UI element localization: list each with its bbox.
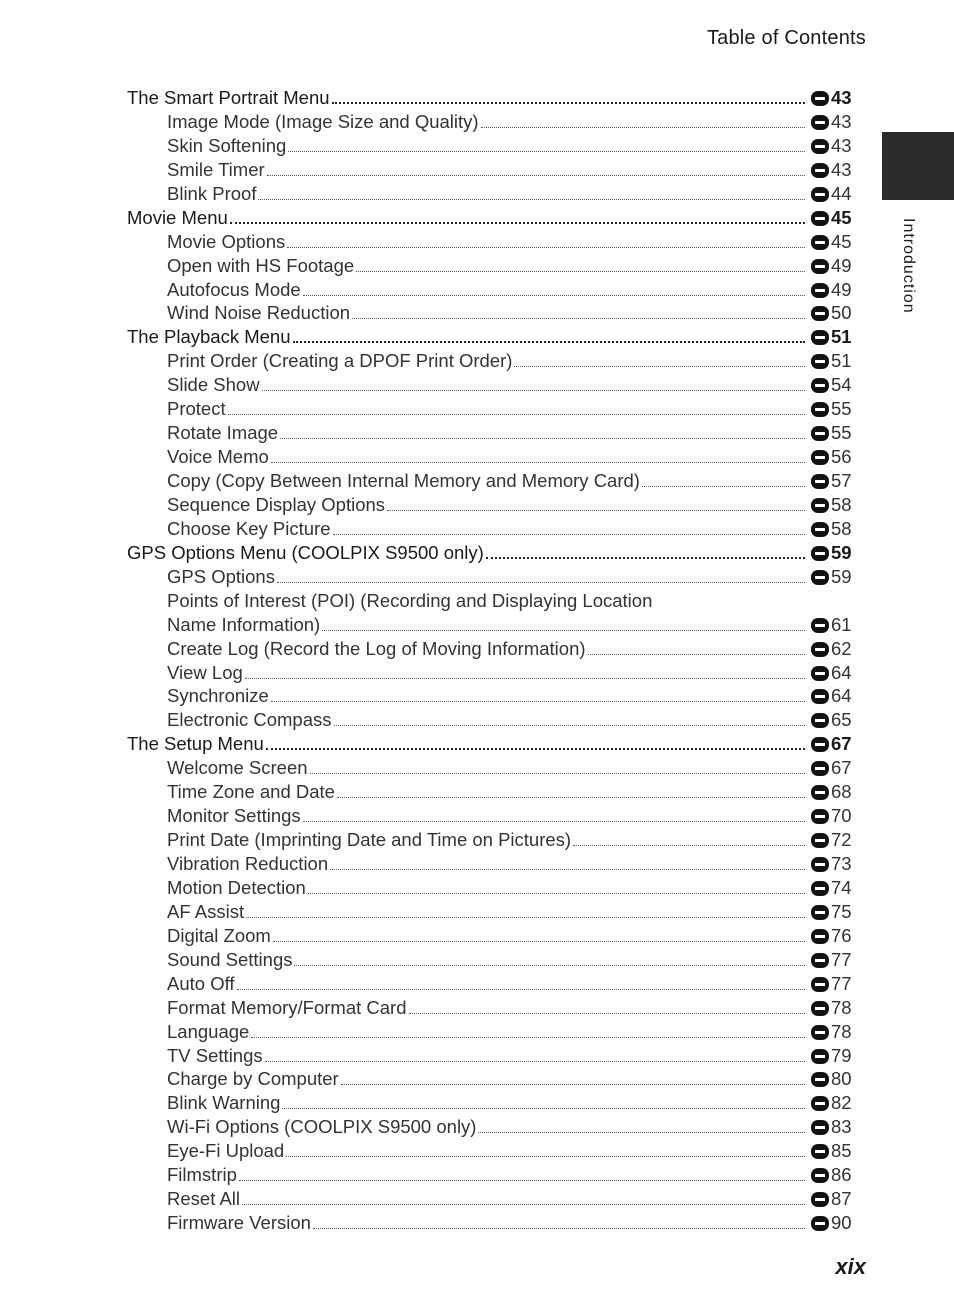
reference-section-icon — [811, 283, 829, 298]
reference-section-icon — [811, 666, 829, 681]
reference-section-icon — [811, 354, 829, 369]
toc-page-ref — [811, 1211, 869, 1234]
toc-entry-title: Points of Interest (POI) (Recording and Displaying Location — [167, 589, 653, 611]
dot-leader — [267, 165, 805, 176]
toc-page-number: 44 — [831, 182, 852, 204]
dot-leader — [356, 261, 805, 272]
reference-section-icon — [811, 1025, 829, 1040]
toc-page-ref — [811, 1139, 869, 1162]
toc-subentry[interactable] — [127, 134, 869, 157]
toc-page-number: 70 — [831, 805, 852, 827]
toc-page-ref — [811, 900, 869, 923]
dot-leader — [352, 308, 805, 319]
toc-page-ref — [811, 613, 869, 636]
toc-entry-title: Charge by Computer — [167, 1068, 339, 1090]
toc-page-number: 58 — [831, 517, 852, 539]
toc-page-ref — [811, 230, 869, 253]
toc-page-number: 79 — [831, 1044, 852, 1066]
toc-page-ref — [811, 254, 869, 277]
toc-page-number: 45 — [831, 230, 852, 252]
toc-subentry[interactable] — [127, 421, 869, 444]
dot-leader — [330, 859, 805, 870]
toc-page-ref — [811, 828, 869, 851]
toc-page-number: 80 — [831, 1068, 852, 1090]
toc-subentry[interactable] — [127, 349, 869, 372]
toc-subentry[interactable] — [127, 1091, 869, 1114]
dot-leader — [265, 1051, 805, 1062]
dot-leader — [288, 141, 805, 152]
reference-section-icon — [811, 1168, 829, 1183]
toc-page-ref — [811, 1187, 869, 1210]
toc-page-number: 55 — [831, 398, 852, 420]
toc-subentry[interactable] — [127, 373, 869, 396]
toc-page-number: 77 — [831, 948, 852, 970]
toc-page-ref — [811, 158, 869, 181]
dot-leader — [486, 547, 805, 559]
toc-subentry[interactable] — [127, 254, 869, 277]
toc-entry-title: Voice Memo — [167, 446, 269, 468]
reference-section-icon — [811, 689, 829, 704]
dot-leader — [271, 452, 805, 463]
reference-section-icon — [811, 115, 829, 130]
toc-page-ref — [811, 684, 869, 707]
toc-page-ref — [811, 1020, 869, 1043]
toc-page-ref — [811, 110, 869, 133]
dot-leader — [333, 524, 805, 535]
toc-subentry[interactable] — [127, 1067, 869, 1090]
toc-page-number: 61 — [831, 613, 852, 635]
toc-entry-title: Digital Zoom — [167, 924, 271, 946]
toc-entry-title: Blink Proof — [167, 182, 257, 204]
toc-entry-title: Auto Off — [167, 972, 235, 994]
toc-page-number: 51 — [831, 326, 852, 348]
toc-page-number: 45 — [831, 206, 852, 228]
reference-section-icon — [811, 474, 829, 489]
toc-subentry[interactable] — [127, 230, 869, 253]
toc-page-ref — [811, 804, 869, 827]
toc-entry-title: Wi-Fi Options (COOLPIX S9500 only) — [167, 1116, 477, 1138]
toc-page-number: 43 — [831, 87, 852, 108]
toc-entry-title: Movie Menu — [127, 206, 228, 228]
dot-leader — [481, 117, 805, 128]
toc-page-ref — [811, 876, 869, 899]
toc-page-ref — [811, 565, 869, 588]
toc-page-ref — [811, 541, 869, 564]
chapter-tab — [882, 132, 954, 200]
toc-page-number: 68 — [831, 781, 852, 803]
toc-page-ref — [811, 637, 869, 660]
toc-entry-title: GPS Options — [167, 565, 275, 587]
toc-page-number: 57 — [831, 470, 852, 491]
toc-entry-title: Movie Options — [167, 230, 286, 252]
toc-subentry[interactable] — [127, 900, 869, 923]
toc-entry-title: Eye-Fi Upload — [167, 1140, 285, 1162]
toc-entry-title: Skin Softening — [167, 134, 287, 156]
toc-page-number: 49 — [831, 278, 852, 300]
toc-page-number: 74 — [831, 876, 852, 898]
toc-page-number: 78 — [831, 1020, 852, 1042]
toc-subentry[interactable] — [127, 1187, 869, 1210]
toc-entry-title: Blink Warning — [167, 1092, 281, 1114]
dot-leader — [246, 907, 805, 918]
toc-entry-title: Electronic Compass — [167, 709, 332, 731]
toc-subentry[interactable] — [127, 708, 869, 731]
toc-section-entry[interactable] — [127, 541, 869, 564]
toc-subentry[interactable] — [127, 828, 869, 851]
toc-page-ref — [811, 1091, 869, 1114]
toc-page-ref — [811, 1044, 869, 1067]
toc-entry-title: Firmware Version — [167, 1212, 311, 1234]
toc-page-ref — [811, 780, 869, 803]
reference-section-icon — [811, 1072, 829, 1087]
dot-leader — [337, 787, 805, 798]
toc-page-ref — [811, 1115, 869, 1138]
reference-section-icon — [811, 785, 829, 800]
toc-entry-title: Open with HS Footage — [167, 254, 355, 276]
dot-leader — [573, 835, 805, 846]
reference-section-icon — [811, 522, 829, 537]
dot-leader — [273, 931, 805, 942]
toc-subentry[interactable] — [127, 517, 869, 540]
toc-page-number: 73 — [831, 853, 852, 874]
dot-leader — [313, 1218, 805, 1229]
toc-page-number: 64 — [831, 661, 852, 683]
dot-leader — [303, 811, 805, 822]
toc-page-number: 56 — [831, 446, 852, 468]
toc-entry-title: Image Mode (Image Size and Quality) — [167, 110, 479, 132]
toc-page-number: 72 — [831, 829, 852, 851]
reference-section-icon — [811, 402, 829, 417]
toc-entry-title: Welcome Screen — [167, 757, 308, 779]
toc-entry-title: Autofocus Mode — [167, 278, 301, 300]
toc-section-entry[interactable] — [127, 325, 869, 348]
reference-section-icon — [811, 139, 829, 154]
toc-page-number: 67 — [831, 733, 852, 755]
toc-subentry[interactable] — [127, 589, 869, 612]
dot-leader — [245, 668, 805, 679]
dot-leader — [258, 189, 805, 200]
dot-leader — [266, 738, 805, 750]
toc-subentry[interactable] — [127, 1020, 869, 1043]
reference-section-icon — [811, 163, 829, 178]
toc-subentry[interactable] — [127, 924, 869, 947]
toc-page-ref — [811, 421, 869, 444]
toc-entry-title: GPS Options Menu (COOLPIX S9500 only) — [127, 541, 484, 563]
dot-leader — [251, 1027, 805, 1038]
toc-page-number: 86 — [831, 1164, 852, 1186]
toc-entry-title: Sequence Display Options — [167, 493, 386, 515]
toc-subentry[interactable] — [127, 852, 869, 875]
toc-entry-title: Copy (Copy Between Internal Memory and Memory Card) — [167, 470, 640, 491]
toc-page-number: 50 — [831, 302, 852, 324]
dot-leader — [242, 1194, 805, 1205]
dot-leader — [239, 1170, 805, 1181]
toc-subentry[interactable] — [127, 1044, 869, 1067]
toc-page-number: 43 — [831, 158, 852, 180]
toc-page-number: 59 — [831, 565, 852, 587]
toc-entry-title: Filmstrip — [167, 1164, 237, 1186]
reference-section-icon — [811, 378, 829, 393]
table-of-contents — [127, 86, 869, 1235]
toc-page-ref — [811, 996, 869, 1019]
reference-section-icon — [811, 1144, 829, 1159]
toc-page-ref — [811, 948, 869, 971]
toc-page-ref — [811, 86, 869, 109]
toc-entry-title: Wind Noise Reduction — [167, 302, 351, 324]
toc-page-ref — [811, 517, 869, 540]
reference-section-icon — [811, 1096, 829, 1111]
dot-leader — [322, 620, 805, 631]
dot-leader — [514, 356, 805, 367]
toc-section-entry[interactable] — [127, 732, 869, 755]
toc-entry-title: Sound Settings — [167, 948, 293, 970]
toc-subentry[interactable] — [127, 996, 869, 1019]
toc-page-ref — [811, 732, 869, 755]
toc-page-number: 82 — [831, 1092, 852, 1114]
dot-leader — [341, 1074, 805, 1085]
toc-entry-title: Slide Show — [167, 374, 260, 396]
toc-page-ref — [811, 1163, 869, 1186]
toc-subentry[interactable] — [127, 110, 869, 133]
toc-entry-title: Vibration Reduction — [167, 853, 329, 874]
toc-section-entry[interactable] — [127, 206, 869, 229]
toc-page-number: 87 — [831, 1188, 852, 1210]
toc-page-ref — [811, 301, 869, 324]
reference-section-icon — [811, 833, 829, 848]
toc-page-number: 54 — [831, 374, 852, 396]
toc-subentry[interactable] — [127, 469, 869, 492]
toc-page-number: 67 — [831, 757, 852, 779]
dot-leader — [334, 715, 805, 726]
toc-entry-title: Protect — [167, 398, 226, 420]
toc-subentry[interactable] — [127, 158, 869, 181]
toc-subentry[interactable] — [127, 565, 869, 588]
toc-page-ref — [811, 325, 869, 348]
toc-subentry[interactable] — [127, 756, 869, 779]
toc-page-number: 43 — [831, 110, 852, 132]
toc-page-number: 43 — [831, 134, 852, 156]
toc-subentry[interactable] — [127, 684, 869, 707]
toc-entry-title: AF Assist — [167, 900, 245, 922]
toc-page-ref — [811, 349, 869, 372]
toc-page-ref — [811, 397, 869, 420]
reference-section-icon — [811, 809, 829, 824]
toc-subentry[interactable] — [127, 804, 869, 827]
dot-leader — [277, 572, 805, 583]
reference-section-icon — [811, 330, 829, 345]
dot-leader — [237, 979, 805, 990]
reference-section-icon — [811, 618, 829, 633]
toc-page-ref — [811, 278, 869, 301]
reference-section-icon — [811, 91, 829, 106]
toc-subentry[interactable] — [127, 1163, 869, 1186]
toc-page-number: 78 — [831, 996, 852, 1018]
toc-page-ref — [811, 445, 869, 468]
page-number: xix — [835, 1254, 866, 1279]
reference-section-icon — [811, 1216, 829, 1231]
toc-entry-title: Print Order (Creating a DPOF Print Order) — [167, 350, 513, 372]
toc-page-ref — [811, 756, 869, 779]
toc-subentry[interactable] — [127, 972, 869, 995]
reference-section-icon — [811, 977, 829, 992]
reference-section-icon — [811, 737, 829, 752]
toc-entry-title: Create Log (Record the Log of Moving Information) — [167, 637, 586, 659]
reference-section-icon — [811, 929, 829, 944]
toc-subentry[interactable] — [127, 278, 869, 301]
reference-section-icon — [811, 546, 829, 561]
toc-page-ref — [811, 924, 869, 947]
dot-leader — [262, 380, 805, 391]
reference-section-icon — [811, 570, 829, 585]
dot-leader — [310, 763, 805, 774]
reference-section-icon — [811, 881, 829, 896]
toc-entry-title: Format Memory/Format Card — [167, 996, 407, 1018]
toc-page-ref — [811, 972, 869, 995]
dot-leader — [228, 404, 805, 415]
toc-page-ref — [811, 708, 869, 731]
toc-entry-title: The Smart Portrait Menu — [127, 87, 330, 108]
dot-leader — [303, 285, 805, 296]
dot-leader — [478, 1122, 805, 1133]
toc-page-ref — [811, 493, 869, 516]
toc-page-ref — [811, 852, 869, 875]
toc-subentry[interactable] — [127, 876, 869, 899]
toc-subentry[interactable] — [127, 1211, 869, 1234]
dot-leader — [387, 500, 805, 511]
dot-leader — [286, 1146, 805, 1157]
toc-page-number: 65 — [831, 709, 852, 731]
dot-leader — [287, 237, 805, 248]
dot-leader — [332, 92, 805, 104]
toc-page-number: 83 — [831, 1116, 852, 1138]
reference-section-icon — [811, 857, 829, 872]
toc-section-entry[interactable] — [127, 86, 869, 109]
reference-section-icon — [811, 761, 829, 776]
toc-entry-title: View Log — [167, 661, 243, 683]
toc-page-ref — [811, 469, 869, 492]
toc-entry-title: Reset All — [167, 1188, 241, 1210]
toc-page-number: 77 — [831, 972, 852, 994]
toc-page-number: 62 — [831, 637, 852, 659]
dot-leader — [642, 476, 805, 487]
toc-page-number: 76 — [831, 924, 852, 946]
toc-subentry[interactable] — [127, 1115, 869, 1138]
toc-page-ref — [811, 206, 869, 229]
toc-subentry[interactable] — [127, 493, 869, 516]
toc-page-ref — [811, 373, 869, 396]
toc-subentry[interactable] — [127, 301, 869, 324]
toc-page-number: 51 — [831, 350, 852, 372]
reference-section-icon — [811, 187, 829, 202]
toc-page-number: 85 — [831, 1140, 852, 1162]
toc-entry-title: Choose Key Picture — [167, 517, 331, 539]
dot-leader — [409, 1003, 805, 1014]
reference-section-icon — [811, 1001, 829, 1016]
dot-leader — [282, 1098, 805, 1109]
toc-page-ref — [811, 182, 869, 205]
toc-page-ref — [811, 661, 869, 684]
toc-entry-title: The Playback Menu — [127, 326, 291, 348]
reference-section-icon — [811, 259, 829, 274]
toc-entry-title: Smile Timer — [167, 158, 265, 180]
page-header-title: Table of Contents — [706, 27, 866, 49]
toc-subentry[interactable] — [127, 445, 869, 468]
toc-page-number: 58 — [831, 493, 852, 515]
toc-page-number: 75 — [831, 900, 852, 922]
toc-entry-title: Time Zone and Date — [167, 781, 335, 803]
dot-leader — [588, 644, 805, 655]
dot-leader — [293, 331, 805, 343]
dot-leader — [280, 428, 805, 439]
reference-section-icon — [811, 905, 829, 920]
toc-page-number: 90 — [831, 1212, 852, 1234]
toc-entry-title: Motion Detection — [167, 876, 306, 898]
reference-section-icon — [811, 426, 829, 441]
toc-subentry[interactable] — [127, 182, 869, 205]
dot-leader — [308, 883, 805, 894]
toc-page-number: 49 — [831, 254, 852, 276]
toc-entry-title: Name Information) — [167, 613, 321, 635]
reference-section-icon — [811, 211, 829, 226]
reference-section-icon — [811, 306, 829, 321]
reference-section-icon — [811, 1049, 829, 1064]
toc-entry-title: Rotate Image — [167, 422, 279, 444]
chapter-tab-label-text: Introduction — [900, 218, 917, 314]
toc-subentry[interactable] — [127, 397, 869, 420]
toc-subentry[interactable] — [127, 780, 869, 803]
toc-page-ref — [811, 1067, 869, 1090]
toc-subentry[interactable] — [127, 613, 869, 636]
reference-section-icon — [811, 1120, 829, 1135]
toc-subentry[interactable] — [127, 948, 869, 971]
toc-entry-title: Monitor Settings — [167, 805, 301, 827]
reference-section-icon — [811, 450, 829, 465]
toc-page-number: 64 — [831, 685, 852, 707]
toc-page-ref — [811, 134, 869, 157]
toc-entry-title: Print Date (Imprinting Date and Time on Pictures) — [167, 829, 572, 851]
toc-entry-title: Language — [167, 1020, 250, 1042]
toc-entry-title: Synchronize — [167, 685, 269, 707]
dot-leader — [294, 955, 805, 966]
toc-page-number: 59 — [831, 541, 852, 563]
reference-section-icon — [811, 1192, 829, 1207]
dot-leader — [230, 212, 805, 224]
toc-subentry[interactable] — [127, 661, 869, 684]
reference-section-icon — [811, 498, 829, 513]
reference-section-icon — [811, 713, 829, 728]
reference-section-icon — [811, 642, 829, 657]
toc-entry-title: TV Settings — [167, 1044, 263, 1066]
toc-entry-title: The Setup Menu — [127, 733, 264, 755]
toc-subentry[interactable] — [127, 637, 869, 660]
toc-subentry[interactable] — [127, 1139, 869, 1162]
dot-leader — [271, 691, 805, 702]
reference-section-icon — [811, 235, 829, 250]
reference-section-icon — [811, 953, 829, 968]
toc-page-number: 55 — [831, 422, 852, 444]
